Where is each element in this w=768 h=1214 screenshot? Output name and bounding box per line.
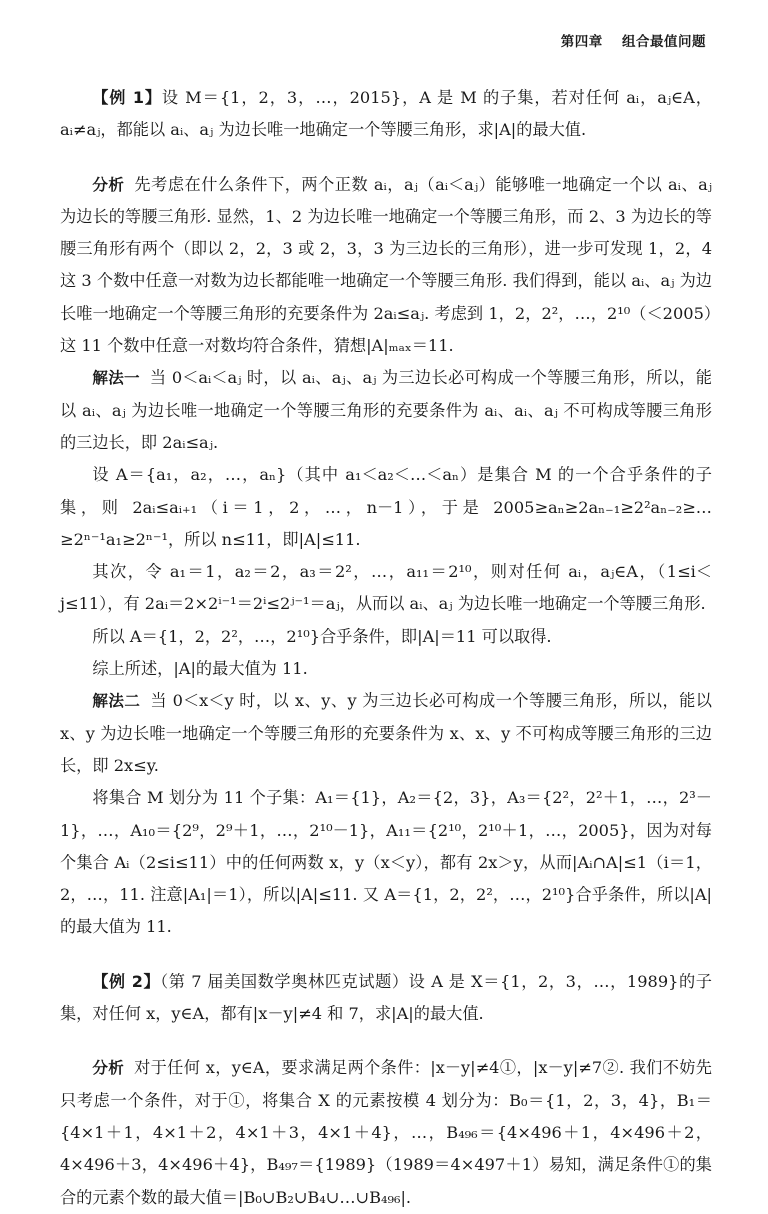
solution-2-label: 解法二: [92, 692, 141, 711]
example-2-problem: [60, 966, 712, 1031]
example-1-solution: [60, 169, 712, 944]
solution-1-paragraph: 设 A＝{a₁，a₂，…，aₙ}（其中 a₁＜a₂＜…＜aₙ）是集合 M 的一个合乎条件的子集，则 2aᵢ≤aᵢ₊₁（i＝1，2，…，n－1），于是 2005≥aₙ≥2aₙ₋₁≥2²aₙ₋₂≥…≥2ⁿ⁻¹a₁≥2ⁿ⁻¹，所以 n≤11，即|A|≤11.: [60, 465, 712, 549]
example-1-label: 【例 1】: [92, 88, 162, 107]
solution-1-text: 当 0＜aᵢ＜aⱼ 时，以 aᵢ、aⱼ、aⱼ 为三边长必可构成一个等腰三角形，所以，能以 aᵢ、aⱼ 为边长唯一地确定一个等腰三角形的充要条件为 aᵢ、aᵢ、aⱼ 不可构成等腰三角形的三边长，即 2aᵢ≤aⱼ.: [60, 368, 712, 452]
analysis-label: 分析: [92, 1059, 125, 1078]
analysis-text: 先考虑在什么条件下，两个正数 aᵢ，aⱼ（aᵢ＜aⱼ）能够唯一地确定一个以 aᵢ、aⱼ 为边长的等腰三角形. 显然，1、2 为边长唯一地确定一个等腰三角形，而 2、3 为边长的等腰三角形有两个（即以 2，2，3 或 2，3，3 为三边长的三角形），进一步可发现 1，2，4 这 3 个数中任意一对数为边长都能唯一地确定一个等腰三角形. 我们得到，能以 aᵢ、aⱼ 为边长唯一地确定一个等腰三角形的充要条件为 2aᵢ≤aⱼ. 考虑到 1，2，2²，…，2¹⁰（＜2005）这 11 个数中任意一对数均符合条件，猜想|A|ₘₐₓ＝11.: [60, 174, 712, 356]
solution-1-conclusion: 综上所述，|A|的最大值为 11.: [92, 659, 308, 679]
example-2-text: （第 7 届美国数学奥林匹克试题）设 A 是 X＝{1，2，3，…，1989}的子集，对任何 x，y∈A，都有|x－y|≠4 和 7，求|A|的最大值.: [60, 971, 712, 1024]
analysis-label: 分析: [92, 175, 125, 194]
analysis-text: 对于任何 x，y∈A，要求满足两个条件：|x－y|≠4①，|x－y|≠7②. 我们不妨先只考虑一个条件，对于①，将集合 X 的元素按模 4 划分为：B₀＝{1，2，3，4}，B₁＝{4×1＋1，4×1＋2，4×1＋3，4×1＋4}，…，B₄₉₆＝{4×496＋1，4×496＋2，4×496＋3，4×496＋4}，B₄₉₇＝{1989}（1989＝4×497＋1）易知，满足条件①的集合的元素个数的最大值＝|B₀∪B₂∪B₄∪…∪B₄₉₆|.: [60, 1058, 712, 1207]
solution-1-paragraph: 其次，令 a₁＝1，a₂＝2，a₃＝2²，…，a₁₁＝2¹⁰，则对任何 aᵢ，aⱼ∈A，（1≤i＜j≤11），有 2aᵢ＝2×2ⁱ⁻¹＝2ⁱ≤2ʲ⁻¹＝aⱼ，从而以 aᵢ、aⱼ 为边长唯一地确定一个等腰三角形.: [60, 562, 712, 614]
page-body: [60, 82, 712, 1214]
example-1-text: 设 M＝{1，2，3，…，2015}，A 是 M 的子集，若对任何 aᵢ，aⱼ∈A，aᵢ≠aⱼ，都能以 aᵢ、aⱼ 为边长唯一地确定一个等腰三角形，求|A|的最大值.: [60, 88, 712, 140]
example-1-problem: [60, 82, 712, 147]
page-header: [561, 30, 706, 50]
solution-2-text: 当 0＜x＜y 时，以 x、y、y 为三边长必可构成一个等腰三角形，所以，能以 x、y 为边长唯一地确定一个等腰三角形的充要条件为 x、x、y 不可构成等腰三角形的三边长，即 2x≤y.: [60, 691, 712, 775]
chapter-title: 组合最值问题: [622, 34, 706, 50]
example-2-label: 【例 2】: [92, 971, 161, 991]
chapter-label: 第四章: [560, 34, 603, 50]
example-2-solution: [60, 1052, 712, 1213]
solution-1-paragraph: 所以 A＝{1，2，2²，…，2¹⁰}合乎条件，即|A|＝11 可以取得.: [92, 626, 552, 646]
solution-1-label: 解法一: [92, 369, 140, 388]
solution-2-paragraph: 将集合 M 划分为 11 个子集：A₁＝{1}，A₂＝{2，3}，A₃＝{2²，2²＋1，…，2³－1}，…，A₁₀＝{2⁹，2⁹＋1，…，2¹⁰－1}，A₁₁＝{2¹⁰，2¹⁰＋1，…，2005}，因为对每个集合 Aᵢ（2≤i≤11）中的任何两数 x，y（x＜y），都有 2x＞y，从而|Aᵢ∩A|≤1（i＝1，2，…，11. 注意|A₁|＝1），所以|A|≤11. 又 A＝{1，2，2²，…，2¹⁰}合乎条件，所以|A|的最大值为 11.: [60, 788, 712, 937]
